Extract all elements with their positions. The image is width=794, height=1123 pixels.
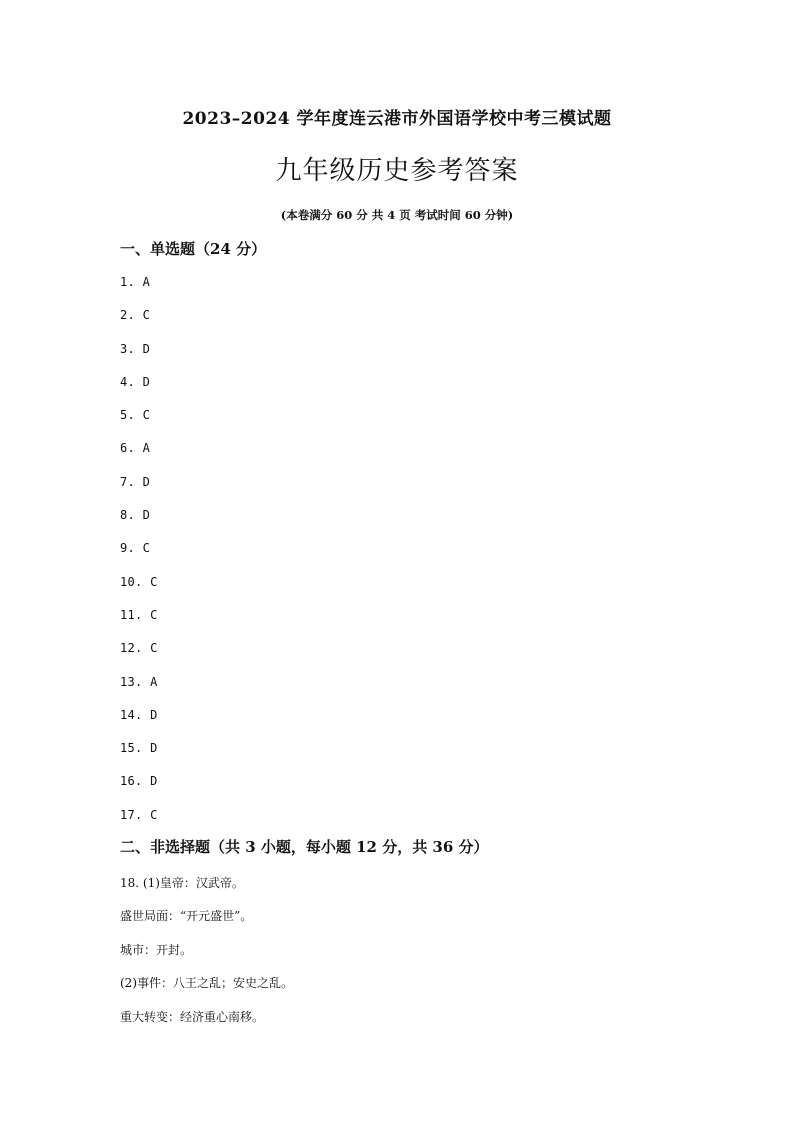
answer-item: 14. D <box>120 707 158 722</box>
q18-answer-golden-age: 盛世局面：“开元盛世”。 <box>120 909 253 923</box>
document-title: 九年级历史参考答案 <box>275 156 519 186</box>
answer-item: 4. D <box>120 374 151 389</box>
answer-item: 7. D <box>120 474 151 489</box>
answer-item: 12. C <box>120 641 158 656</box>
answer-item: 2. C <box>120 308 151 323</box>
section-heading-non-multiple-choice: 二、非选择题（共 3 小题，每小题 12 分，共 36 分） <box>120 838 489 856</box>
answer-item: 3. D <box>120 341 151 356</box>
answer-item: 10. C <box>120 574 158 589</box>
answer-item: 13. A <box>120 674 158 689</box>
section-heading-multiple-choice: 一、单选题（24 分） <box>120 240 267 258</box>
q18-answer-emperor: 18. (1)皇帝：汉武帝。 <box>120 876 244 890</box>
answer-item: 5. C <box>120 408 151 423</box>
answer-item: 1. A <box>120 275 151 289</box>
answer-item: 11. C <box>120 607 158 622</box>
q18-answer-major-shift: 重大转变：经济重心南移。 <box>120 1010 265 1024</box>
answer-item: 17. C <box>120 807 158 822</box>
q18-answer-city: 城市：开封。 <box>120 943 193 957</box>
answer-item: 16. D <box>120 774 158 789</box>
answer-item: 8. D <box>120 508 151 523</box>
q18-answer-events: (2)事件：八王之乱；安史之乱。 <box>120 976 293 990</box>
exam-title: 2023–2024 学年度连云港市外国语学校中考三模试题 <box>182 109 612 129</box>
exam-info-note: (本卷满分 60 分 共 4 页 考试时间 60 分钟) <box>280 208 514 222</box>
multiple-choice-answer-list <box>120 274 158 840</box>
answer-item: 9. C <box>120 541 151 556</box>
answer-item: 15. D <box>120 741 158 756</box>
answer-item: 6. A <box>120 441 151 456</box>
